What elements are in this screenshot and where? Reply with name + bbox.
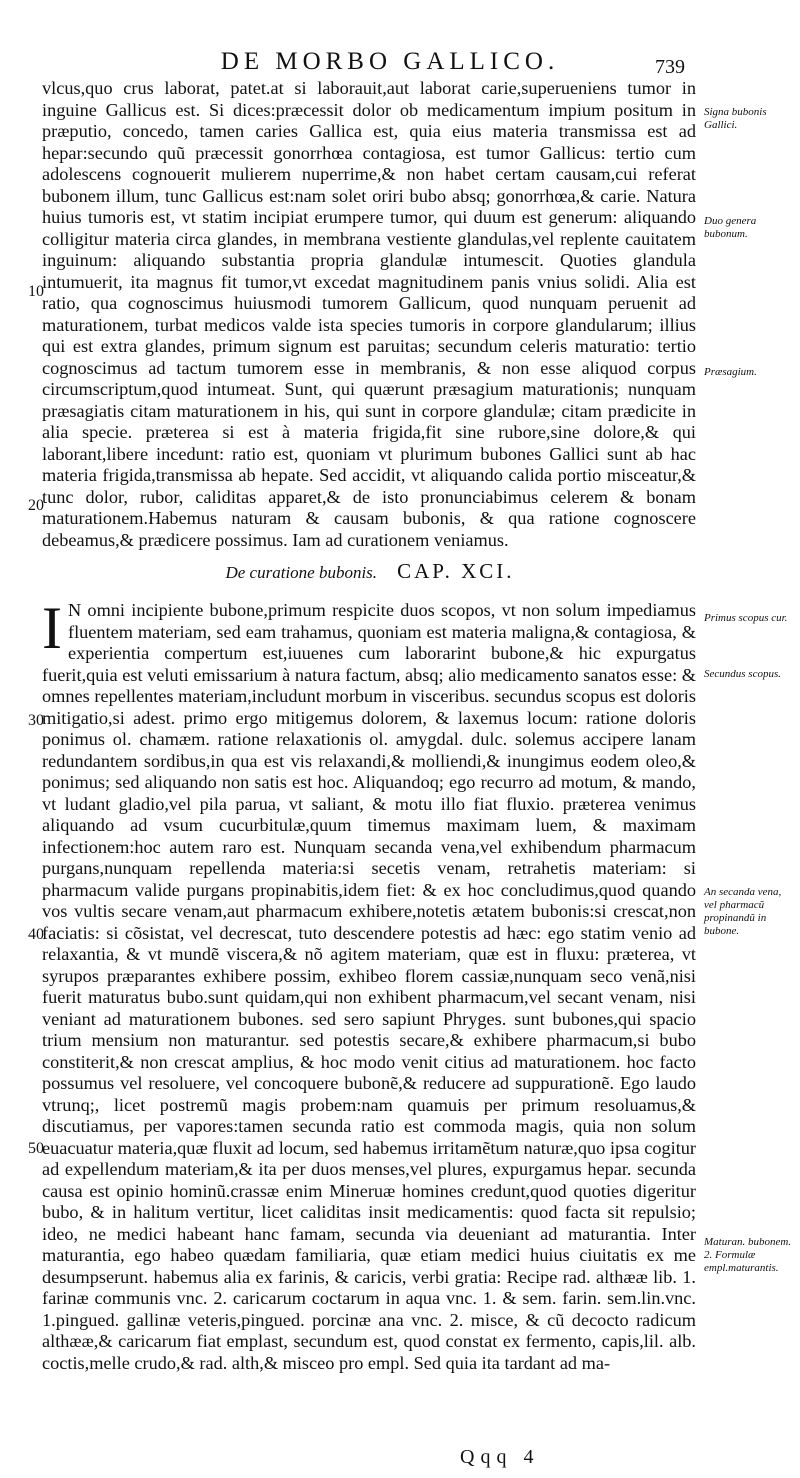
- line-number: 10: [28, 283, 44, 300]
- margin-note: Secundus scopus.: [704, 668, 781, 680]
- line-number: 40: [28, 926, 44, 943]
- chapter-heading: [200, 559, 540, 584]
- chapter-number: CAP. XCI.: [397, 559, 515, 583]
- running-title: DE MORBO GALLICO.: [220, 48, 560, 75]
- line-number: 20: [28, 497, 44, 514]
- line-number: 30: [28, 712, 44, 729]
- margin-note: Præsagium.: [704, 366, 757, 378]
- signature-mark: Qqq 4: [460, 1446, 540, 1468]
- margin-note: An secanda vena, vel pharmacũ propinandũ in bubone.: [704, 886, 782, 937]
- chapter-title: De curatione bubonis.: [225, 563, 378, 582]
- margin-note: Primus scopus cur.: [704, 612, 788, 624]
- chapter-text: N omni incipiente bubone,primum respicite duos scopos, vt non solum impediamus fluentem materiam, sed eam trahamus, quoniam est materia maligna,& contagiosa, & experientia compertum est,iuuenes cum laborarint bubone,& hic expurgatus fuerit,quia est veluti emissarium à natura factum, absq; alio medicamento sanatos esse: & omnes repellentes materiam,includunt morbum in visceribus. secundus scopus est doloris mitigatio,si adest. primo ergo mitigemus dolorem, & laxemus locum: ratione doloris ponimus ol. chamæm. ratione relaxationis ol. amygdal. dulc. solemus accipere lanam redundantem sordibus,in qua est vis relaxandi,& molliendi,& inungimus eodem oleo,& ponimus; sed aliquando non satis est hoc. Aliquandoq; ego recurro ad motum, & mando, vt ludant gladio,vel pila parua, vt saliant, & motu illo fiat fluxio. præterea venimus aliquando ad vsum cucurbitulæ,quum timemus maximam luem, & maximam infectionem:hoc autem raro est. Nunquam secanda vena,vel exhibendum pharmacum purgans,nunquam repellenda materia:si secetis venam, retrahetis materiam: si pharmacum valide purgans propinabitis,idem fiet: & ex hoc concludimus,quod quando vos vultis secare venam,aut pharmacum exhibere,notetis ætatem bubonis:si crescat,non faciatis: si cõsistat, vel decrescat, tuto descendere potestis ad hæc: ego statim venio ad relaxantia, & vt mundẽ viscera,& nõ agitem materiam, quæ est in fluxu: præterea, vt syrupos præparantes exhibere possim, exhibeo florem cassiæ,nunquam seco venã,nisi fuerit maturatus bubo.sunt quidam,qui non exhibent pharmacum,vel secant venam, nisi veniant ad maturationem bubones. sed sero sapiunt Phryges. sunt bubones,qui spacio trium mensium non maturantur. sed potestis secare,& exhibere pharmacum,si bubo constiterit,& non crescat amplius, & hoc modo venit citius ad maturationem. hoc facto possumus vel resoluere, vel concoquere bubonẽ,& reducere ad suppurationẽ. Ego laudo vtrunq;, licet postremũ magis probem:nam quamuis per primum resoluamus,& discutiamus, per vapores:tamen secunda ratio est commoda magis, quia non solum euacuatur materia,quæ fluxit ad locum, sed habemus irritamẽtum naturæ,quo ipsa cogitur ad expellendum materiam,& ita per duos menses,vel plures, expurgamus hepar. secunda causa est opinio hominũ.crassæ enim Mineruæ homines credunt,quod quoties digeritur bubo, & in halitum vertitur, licet caliditas insit medicamentis: quod facta sit repulsio; ideo, ne medici habeant hanc famam, secunda via deueniant ad maturantia. Inter maturantia, ego habeo quædam familiaria, quæ etiam medici huius ciuitatis ex me desumpserunt. habemus alia ex farinis, & caricis, verbi gratia: Recipe rad. althææ lib. 1. farinæ communis vnc. 2. caricarum coctarum in aqua vnc. 1. & sem. farin. sem.lin.vnc. 1.pingued. gallinæ veteris,pingued. porcinæ ana vnc. 2. misce, & cũ decocto radicum althææ,& caricarum fiat emplast, secundum est, quod constat ex fermento, capis,lil. alb. coctis,melle crudo,& rad. alth,& misceo pro empl. Sed quia ita tardant ad ma-: [42, 600, 696, 1373]
- margin-note: Signa bubonis Gallici.: [704, 106, 767, 131]
- text-block-upper: vlcus,quo crus laborat, patet.at si laborauit,aut laborat carie,superueniens tumor in inguine Gallicus est. Si dices:præcessit dolor ob medicamentum impium positum in præputio, concedo, tamen caries Gallica est, quia eius materia transmissa est ad hepar:secundo quũ præcessit gonorrhœa contagiosa, est tumor Gallicus: tertio cum adolescens cognouerit mulierem nuperrime,& non habet certam causam,cui referat bubonem illum, tunc Gallicus est:nam solet oriri bubo absq; gonorrhœa,& carie. Natura huius tumoris est, vt statim incipiat erumpere tumor, qui duum est generum: aliquando colligitur materia circa glandes, in membrana vestiente glandulas,vel replente cauitatem inguinum: aliquando substantia propria glandulæ intumescit. Quoties glandula intumuerit, ita magnus fit tumor,vt excedat magnitudinem panis vnius solidi. Alia est ratio, qua cognoscimus huiusmodi tumorem Gallicum, quod nunquam peruenit ad maturationem, turbat medicos valde ista species tumoris in corpore glandularum; illius qui est extra glandes, primum signum est paruitas; secundum celeris maturatio: tertio cognoscimus ad tactum tumorem esse in membranis, & non esse aliquod corpus circumscriptum,quod intumeat. Sunt, qui quærunt præsagium maturationis; nunquam præsagiatis citam maturationem in his, qui sunt in corpore glandulæ; citam prædicite in alia specie. præterea si est à materia frigida,fit sine rubore,sine dolore,& qui laborant,libere incedunt: ratio est, quoniam vt plurimum bubones Gallici sunt ab hac materia frigida,transmissa ab hepate. Sed accidit, vt aliquando calida portio misceatur,& tunc dolor, rubor, caliditas apparet,& de isto pronunciabimus celerem & bonam maturationem.Habemus naturam & causam bubonis, & qua ratione cognoscere debeamus,& prædicere possimus. Iam ad curationem veniamus.: [42, 78, 696, 550]
- text-block-lower: [42, 595, 696, 1374]
- drop-cap-initial: I: [42, 595, 62, 661]
- page-number: 739: [655, 56, 685, 78]
- margin-note: Maturan. bubonem. 2. Formulæ empl.maturantis.: [704, 1236, 792, 1274]
- line-number: 50: [28, 1140, 44, 1157]
- margin-note: Duo genera bubonum.: [704, 215, 757, 240]
